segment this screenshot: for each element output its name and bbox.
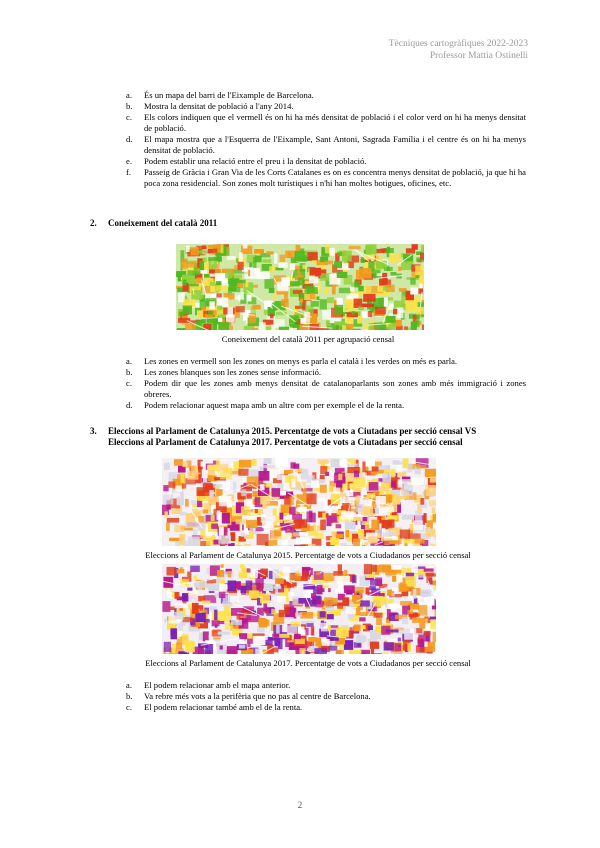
list-item: b. Les zones blanques son les zones sense informació. (126, 367, 322, 377)
map1-caption: Coneixement del català 2011 per agrupació censal (221, 334, 395, 344)
elections-2017-map-image (162, 564, 436, 654)
list-item: c. El podem relacionar també amb el de la renta. (126, 702, 303, 712)
list-item: a. És un mapa del barri de l'Eixample de Barcelona. (126, 90, 314, 100)
catalan-knowledge-map-image (176, 244, 424, 330)
section-2-heading (90, 218, 217, 229)
list-item: f. Passeig de Gràcia i Gran Via de les Corts Catalanes es on es concentra menys densitat de població, ja que hi ha poca zona residencial. Son zones molt turístiques i n'hi han moltes botigues, oficines, etc. (126, 167, 526, 188)
section-title-1: Eleccions al Parlament de Catalunya 2015. Percentatge de vots a Ciutadans per secció censal VS (108, 426, 477, 436)
elections-2015-map (162, 458, 436, 546)
list-item: b. Va rebre més vots a la perifèria que no pas al centre de Barcelona. (126, 691, 371, 701)
list-item: c. Els colors indiquen que el vermell és on hi ha més densitat de població i el color verd on hi ha menys densitat de població. (126, 112, 526, 133)
list-catalan (108, 356, 526, 411)
list-item: c. Podem dir que les zones amb menys densitat de catalanoparlants son zones amb més immigració i zones obreres. (126, 378, 526, 399)
elections-2015-map-image (162, 458, 436, 546)
list-item: d. Podem relacionar aquest mapa amb un altre com per exemple el de la renta. (126, 400, 405, 410)
list-item: a. El podem relacionar amb el mapa anterior. (126, 680, 291, 690)
list-item: d. El mapa mostra que a l'Esquerra de l'Eixample, Sant Antoni, Sagrada Família i el centre és on hi ha menys densitat de població. (126, 134, 526, 155)
header-course: Tècniques cartogràfiques 2022-2023 (388, 39, 528, 49)
header-professor: Professor Mattia Ostinelli (429, 51, 528, 61)
elections-2017-map (162, 564, 436, 654)
catalan-knowledge-map (176, 244, 424, 330)
map2-caption: Eleccions al Parlament de Catalunya 2015. Percentatge de vots a Ciudadanos per secció censal (145, 550, 471, 560)
list-elections (108, 680, 526, 713)
section-number: 2. (90, 218, 97, 228)
section-title: Coneixement del català 2011 (108, 218, 218, 228)
list-item: b. Mostra la densitat de població a l'any 2014. (126, 101, 294, 111)
map3-caption: Eleccions al Parlament de Catalunya 2017. Percentatge de vots a Ciudadanos per secció censal (145, 658, 471, 668)
list-eixample-density (108, 90, 526, 189)
list-item: e. Podem establir una relació entre el preu i la densitat de població. (126, 156, 367, 166)
page-number: 2 (297, 800, 303, 810)
section-3-heading (90, 426, 476, 437)
section-3-heading-line2: Eleccions al Parlament de Catalunya 2017. Percentatge de vots a Ciutadans per secció censal (108, 437, 463, 447)
section-number: 3. (90, 426, 97, 436)
list-item: a. Les zones en vermell son les zones on menys es parla el català i les verdes on més es parla. (126, 356, 458, 366)
